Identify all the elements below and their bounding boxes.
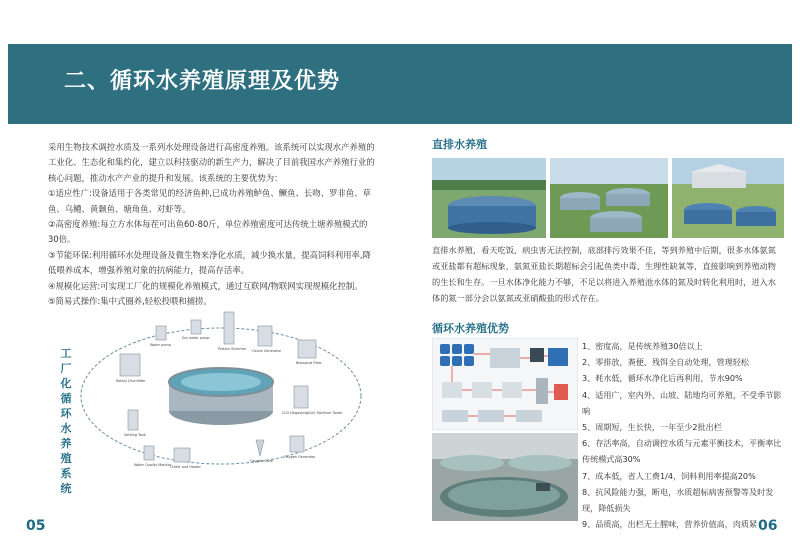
label-dry-water-pump: Dry water pump <box>182 336 210 340</box>
label-settling-tank: Settling Tank <box>124 433 146 437</box>
photo-pond-group <box>550 158 668 238</box>
ozone-generator-unit <box>258 326 272 346</box>
advantage-list-item: 4、适用广，室内外、山坡、陆地均可养殖，不受季节影响 <box>582 389 782 416</box>
section-heading-direct-discharge: 直排水养殖 <box>432 138 487 151</box>
biological-filter-unit <box>298 340 316 358</box>
water-pump-unit <box>156 326 166 340</box>
protein-skimmer-unit <box>224 312 234 344</box>
central-fish-tank <box>169 368 273 425</box>
water-quality-monitor-unit <box>144 446 154 460</box>
section-heading-recirculating-advantages: 循环水养殖优势 <box>432 322 509 335</box>
label-degassing-uv: CO2 Degassing&UV Sterilizer Tower <box>282 411 343 415</box>
indoor-pools-photo <box>432 433 578 521</box>
label-rotary-drumfilter: Rotary Drumfilter <box>116 379 146 383</box>
label-chiller-heater: Chiller and Heater <box>170 465 201 469</box>
label-oxygen-generator: Oxygen Generator <box>284 455 316 459</box>
label-oxygen-cone: Oxygen Cone <box>250 459 273 463</box>
intro-text-block <box>48 140 376 309</box>
label-biological-filter: Biological Filter <box>296 361 322 365</box>
advantage-list-item: 5、周期短，生长快，一年至少2批出栏 <box>582 422 722 433</box>
page-number-right: 06 <box>758 518 778 534</box>
advantage-item-1: ①适应性广:设备适用于各类常见的经济鱼种,已成功养殖鲈鱼、鳜鱼、长吻、罗非鱼、草鱼、乌鳢、黄颡鱼、塘角鱼、对虾等。 <box>48 188 371 214</box>
advantage-list-item: 2、零排放，粪便、残饵全自动处理，管理轻松 <box>582 357 750 368</box>
label-protein-skimmer: Protein Skimmer <box>218 347 247 351</box>
photo-factory-ponds <box>672 158 784 238</box>
label-water-quality-monitor: Water Quality Monitor <box>134 463 172 467</box>
photo-row <box>432 158 784 238</box>
dry-water-pump-unit <box>191 320 201 334</box>
advantage-list-item: 8、抗风险能力强，断电，水质超标病害预警等及时发现，降低损失 <box>582 486 774 514</box>
advantage-list-item: 3、耗水低，循环水净化后再利用，节水90% <box>582 373 743 384</box>
photo-single-pond <box>432 158 546 238</box>
page-number-left: 05 <box>26 518 46 534</box>
advantage-list-item: 1、密度高，是传统养殖30倍以上 <box>582 341 703 351</box>
oxygen-cone-unit <box>256 440 264 456</box>
label-ozone-generator: Ozone Generator <box>252 349 282 353</box>
intro-paragraph: 采用生物技术调控水质及一系列水处理设备进行高密度养殖。该系统可以实现水产养殖的工业化、生态化和集约化，建立以科技驱动的新生产力，解决了目前我国水产养殖行业的核心问题，推动水产产业的提升和发展。该系统的主要优势为： <box>48 142 375 183</box>
advantage-item-3: ③节能环保:利用循环水处理设备及微生物来净化水质，减少换水量，提高饲料利用率,降低喂养成本，增强养殖对象的抗病能力，提高存活率。 <box>48 249 371 276</box>
advantage-item-4: ④规模化运营:可实现工厂化的规模化养殖模式，通过互联网/物联网实现规模化控制。 <box>48 280 363 291</box>
label-water-pump: Water pump <box>150 343 171 347</box>
diagram-vertical-title: 工厂化循环水养殖系统 <box>60 347 72 495</box>
advantage-list-item: 6、存活率高，自动调控水质与元素平衡技术，平衡率比传统模式高30% <box>582 438 782 465</box>
advantage-list-item: 7、成本低，省人工费1/4，饲料利用率提高20% <box>582 470 756 481</box>
advantage-item-5: ⑤简易式操作:集中式圈养,轻松投喂和捕捞。 <box>48 296 212 307</box>
rotary-drumfilter-unit <box>120 354 140 376</box>
advantage-list <box>582 338 788 532</box>
recirculating-flow-chart-image <box>432 338 578 430</box>
uv-tower-unit <box>294 386 308 408</box>
advantage-list-item: 9、品质高，出栏无土腥味，营养价值高，肉质紧 <box>582 519 758 530</box>
direct-discharge-text: 直排水养殖，看天吃饭，病虫害无法控制，底部排污效果不佳，等到养殖中后期，很多水体氨氮或亚盐都有超标现象，氨氮亚盐长期超标会引起鱼类中毒、生理性缺氧等，直接影响到养殖动物的生长和生存。一旦水体净化能力不够，不足以将进入养殖池水体的氮及时转化利用时，进入水体的氮一部分会以氨氮或亚硝酸盐的形式存在。 <box>432 245 776 303</box>
system-diagram <box>46 306 386 476</box>
header-banner <box>8 44 792 124</box>
oxygen-generator-unit <box>290 436 304 452</box>
settling-tank-unit <box>128 410 138 430</box>
chiller-heater-unit <box>174 448 190 462</box>
advantage-item-2: ②高密度养殖:每立方水体每茬可出鱼60-80斤，单位养殖密度可达传统土塘养殖模式的30倍。 <box>48 219 368 245</box>
page-title: 二、循环水养殖原理及优势 <box>64 69 341 94</box>
